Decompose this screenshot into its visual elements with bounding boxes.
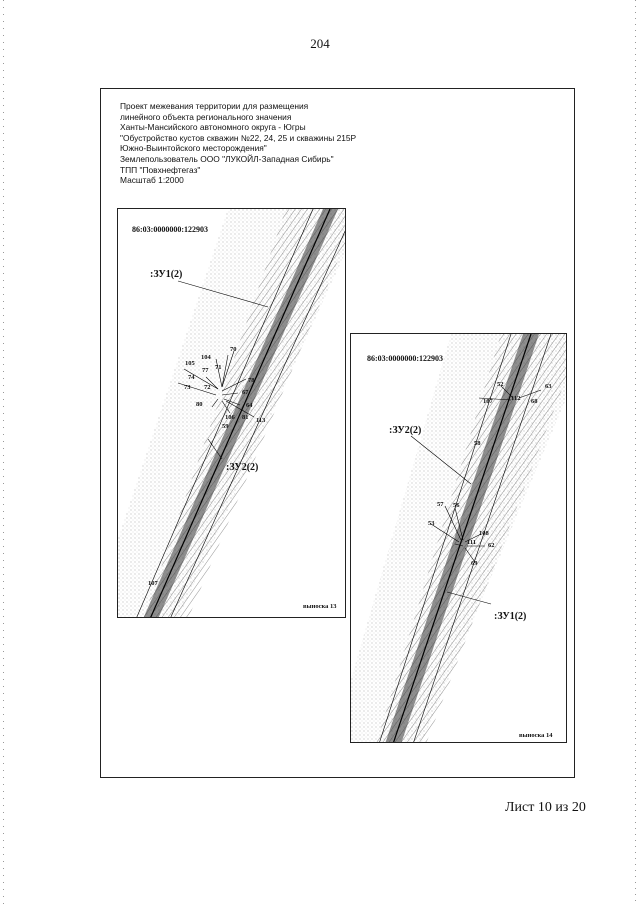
title-line-6: Землепользователь ООО "ЛУКОЙЛ-Западная Сибирь" (120, 153, 334, 164)
map-13-zone-bottom: :ЗУ2(2) (226, 462, 259, 473)
title-line-2: линейного объекта регионального значения (120, 111, 292, 122)
map-14-point-52: 52 (497, 381, 504, 388)
map-14-point-57: 57 (437, 501, 444, 508)
map-14-point-63: 63 (545, 383, 552, 390)
map-13-point-81: 81 (242, 414, 249, 421)
map-14-point-112: 112 (511, 395, 521, 402)
right-edge-scan-artifact (634, 0, 637, 905)
map-13-point-70: 70 (230, 346, 237, 353)
map-13-point-71: 71 (215, 364, 222, 371)
title-line-8: Масштаб 1:2000 (120, 175, 184, 186)
map-13-point-107: 107 (148, 580, 158, 587)
map-13-point-104: 104 (201, 354, 211, 361)
map-13-point-59: 59 (222, 423, 229, 430)
map-13-point-73: 73 (184, 384, 191, 391)
title-line-7: ТПП "Повхнефтегаз" (120, 164, 201, 175)
map-panel-14 (350, 333, 567, 743)
map-14-point-111: 111 (467, 539, 477, 546)
map-14-point-56: 56 (453, 502, 460, 509)
map-13-zone-top: :ЗУ1(2) (150, 269, 183, 280)
map-14-point-69: 69 (471, 560, 478, 567)
map-14-point-58: 58 (474, 440, 481, 447)
map-13-point-106: 106 (225, 414, 235, 421)
map-13-point-80: 80 (196, 401, 203, 408)
map-13-point-74: 74 (188, 374, 195, 381)
map-13-point-64: 64 (246, 402, 253, 409)
map-13-point-105: 105 (185, 360, 195, 367)
map-14-vynoska: выноска 14 (519, 732, 553, 739)
title-line-4: "Обустройство кустов скважин №22, 24, 25 и скважины 215Р (120, 132, 357, 143)
map-13-point-67: 67 (242, 389, 249, 396)
map-13-point-78: 78 (248, 377, 255, 384)
title-line-5: Южно-Выинтойского месторождения" (120, 143, 267, 154)
map-14-cadastral-number: 86:03:0000000:122903 (367, 354, 443, 363)
map-14-zone-bottom: :ЗУ1(2) (494, 611, 527, 622)
map-14-point-107: 107 (483, 398, 493, 405)
map-panel-13 (117, 208, 346, 618)
sheet-footer: Лист 10 из 20 (505, 800, 586, 815)
map-14-point-68: 68 (531, 398, 538, 405)
map-13-point-113: 113 (256, 417, 266, 424)
title-line-3: Ханты-Мансийского автономного округа - Югры (120, 122, 306, 133)
title-line-1: Проект межевания территории для размещения (120, 101, 309, 111)
map-14-zone-top: :ЗУ2(2) (389, 425, 422, 436)
map-14-point-108: 108 (479, 530, 489, 537)
left-edge-scan-artifact (2, 0, 5, 905)
map-14-point-62: 62 (488, 542, 495, 549)
map-13-vynoska: выноска 13 (303, 603, 337, 610)
map-13-point-77: 77 (202, 367, 209, 374)
map-14-drawing (351, 334, 567, 743)
map-13-point-72: 72 (204, 384, 211, 391)
map-14-point-53: 53 (428, 520, 435, 527)
title-block (120, 101, 480, 186)
map-13-cadastral-number: 86:03:0000000:122903 (132, 225, 208, 234)
page-number: 204 (310, 36, 330, 51)
